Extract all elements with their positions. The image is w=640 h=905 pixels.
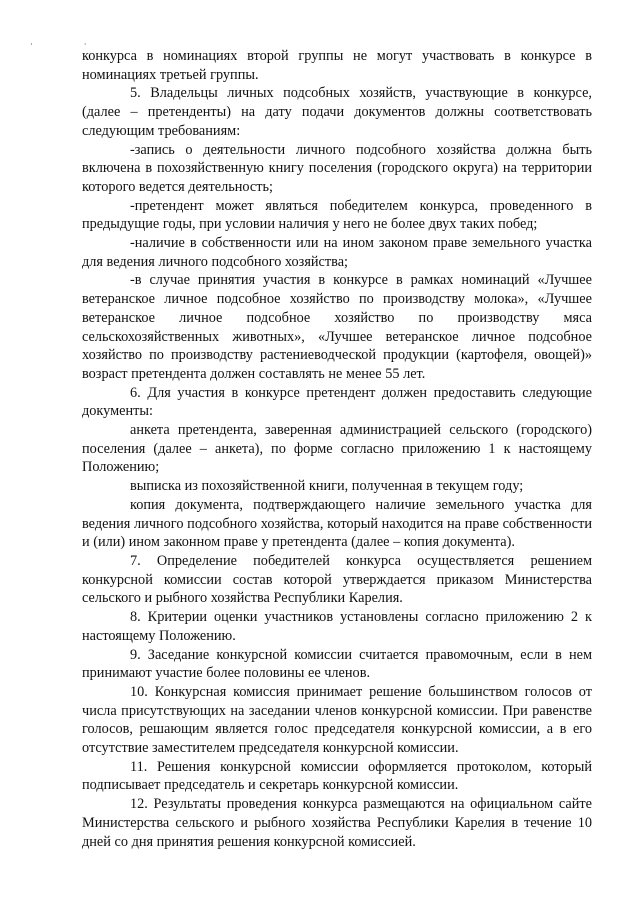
scan-marks: · · (30, 40, 111, 50)
paragraph-9: 9. Заседание конкурсной комиссии считается правомочным, если в нем принимают участие более половины ее членов. (82, 646, 592, 682)
paragraph-continuation: конкурса в номинациях второй группы не могут участвовать в конкурсе в номинациях третьей группы. (82, 48, 592, 83)
document-item-2: выписка из похозяйственной книги, полученная в текущем году; (130, 478, 524, 495)
requirement-2: -претендент может являться победителем конкурса, проведенного в предыдущие годы, при условии наличия у него не более двух таких побед; (82, 197, 592, 233)
paragraph-6: 6. Для участия в конкурсе претендент должен предоставить следующие документы: (82, 384, 592, 420)
paragraph-10: 10. Конкурсная комиссия принимает решение большинством голосов от числа присутствующих на заседании членов конкурсной комиссии. При равенстве голосов, решающим является голос председателя конкурсной комиссии, а в его отсутствие заместителем председателя конкурсной комиссии. (82, 683, 592, 757)
requirement-3: -наличие в собственности или на ином законом праве земельного участка для ведения личного подсобного хозяйства; (82, 235, 592, 270)
paragraph-12: 12. Результаты проведения конкурса размещаются на официальном сайте Министерства сельского и рыбного хозяйства Республики Карелия в течение 10 дней со дня принятия решения конкурсной комиссией. (82, 796, 592, 850)
paragraph-11: 11. Решения конкурсной комиссии оформляется протоколом, который подписывает председатель и секретарь конкурсной комиссии. (82, 758, 592, 794)
paragraph-7: 7. Определение победителей конкурса осуществляется решением конкурсной комиссии состав которой утверждается приказом Министерства сельского и рыбного хозяйства Республики Карелия. (82, 552, 592, 607)
document-item-3: копия документа, подтверждающего наличие земельного участка для ведения личного подсобного хозяйства, который находится на праве собственности и (или) ином законном праве у претендента (далее – копия документа). (82, 496, 592, 551)
document-item-1: анкета претендента, заверенная администрацией сельского (городского) поселения (далее – анкета), по форме согласно приложению 1 к настоящему Положению; (82, 422, 592, 476)
paragraph-8: 8. Критерии оценки участников установлены согласно приложению 2 к настоящему Положению. (82, 609, 592, 644)
requirement-1: -запись о деятельности личного подсобного хозяйства должна быть включена в похозяйственную книгу поселения (городского округа) на территории которого ведется деятельность; (82, 141, 592, 195)
document-body (82, 47, 592, 851)
requirement-4: -в случае принятия участия в конкурсе в рамках номинаций «Лучшее ветеранское личное подсобное хозяйство по производству молока», «Лучшее ветеранское личное подсобное хозяйство по производству мяса сельскохозяйственных животных», «Лучшее ветеранское личное подсобное хозяйство по производству растениеводческой продукции (картофеля, овощей)» возраст претендента должен составлять не менее 55 лет. (82, 272, 592, 382)
paragraph-5: 5. Владельцы личных подсобных хозяйств, участвующие в конкурсе, (далее – претенденты) на дату подачи документов должны соответствовать следующим требованиям: (82, 85, 592, 139)
